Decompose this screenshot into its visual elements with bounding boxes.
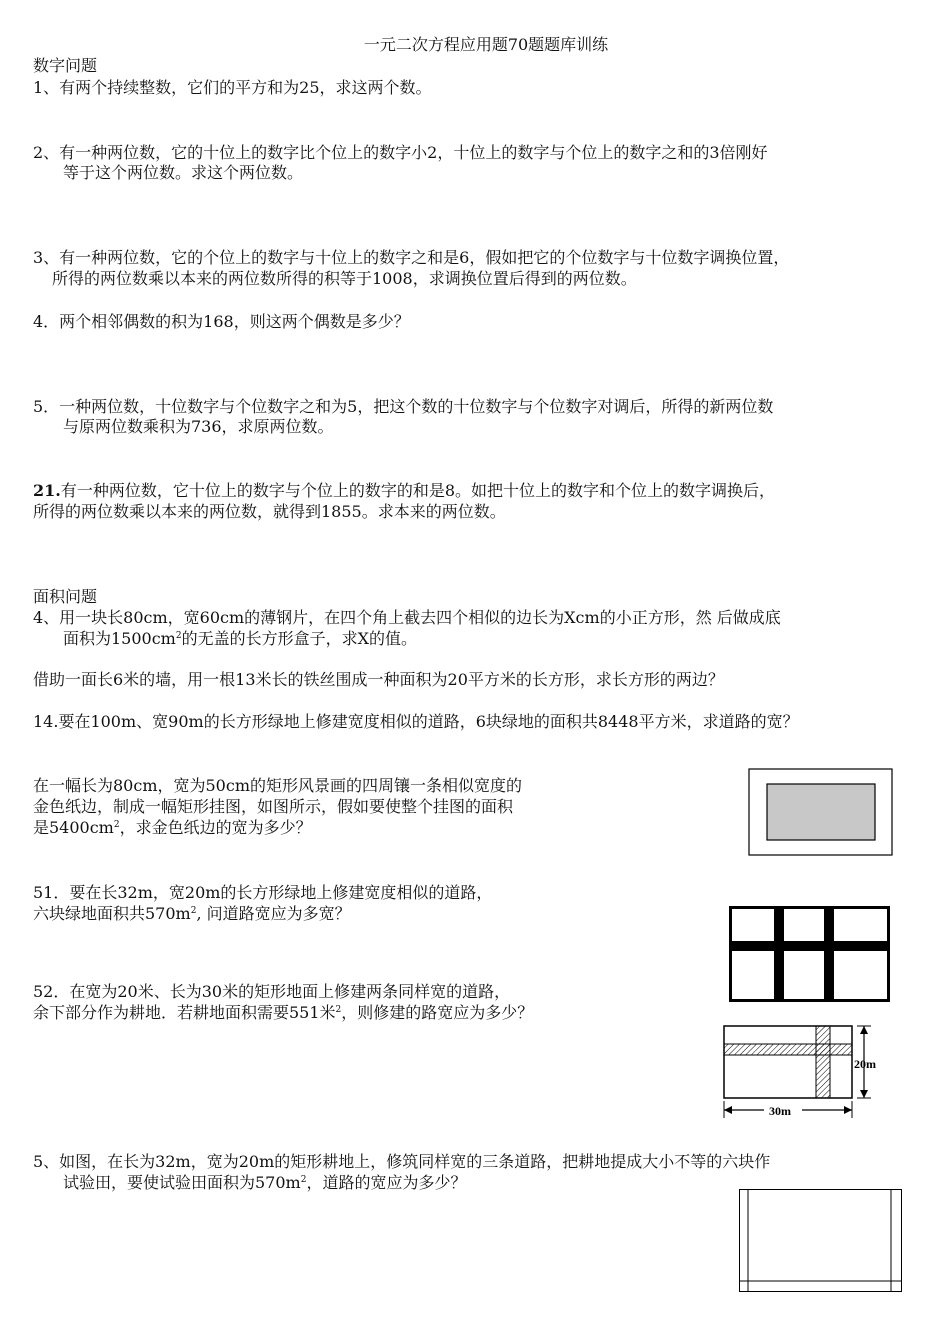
question-5b-text-a: 试验田，要使试验田面积为570m [63,1173,301,1192]
question-5b-text-b: ，道路的宽应为多少？ [306,1173,467,1192]
width-label: 30m [769,1104,791,1118]
question-area-4-line2 [63,628,417,649]
superscript: 2 [113,820,120,830]
question-1: 1、有两个持续整数，它们的平方和为25，求这两个数。 [33,78,432,97]
question-frame-line3 [33,817,312,838]
question-21-number: 21. [33,481,61,500]
question-5b-line2 [63,1172,466,1193]
field-roads-figure [738,1188,904,1294]
question-area-4-text-a: 面积为1500cm [63,629,176,648]
question-14: 14.要在100m、宽90m的长方形绿地上修建宽度相似的道路，6块绿地的面积共8448平方米，求道路的宽？ [33,712,799,731]
question-area-4-text-b: 的无盖的长方形盒子，求X的值。 [181,629,417,648]
question-3-line2: 所得的两位数乘以本来的两位数所得的积等于1008，求调换位置后得到的两位数。 [52,269,637,288]
hatched-roads-figure [716,1022,888,1122]
superscript: 2 [175,631,182,641]
question-2-line1: 2、有一种两位数，它的十位上的数字比个位上的数字小2，十位上的数字与个位上的数字之和的3倍刚好 [33,143,768,162]
question-51-line2 [33,903,351,924]
question-5-line2: 与原两位数乘积为736，求原两位数。 [63,417,334,436]
question-52-text-a: 余下部分作为耕地．若耕地面积需要551米 [33,1003,336,1022]
height-label: 20m [854,1057,876,1071]
question-area-4-line1: 4、用一块长80cm，宽60cm的薄钢片，在四个角上截去四个相似的边长为Xcm的小正方形，然 后做成底 [33,608,781,627]
painting-area [767,784,875,840]
road-grid-figure [729,906,891,1002]
question-wall: 借助一面长6米的墙，用一根13米长的铁丝围成一种面积为20平方米的长方形，求长方形的两边？ [33,670,724,689]
superscript: 2 [300,1175,307,1185]
question-frame-line1: 在一幅长为80cm，宽为50cm的矩形风景画的四周镶一条相似宽度的 [33,776,522,795]
question-21-text: 有一种两位数，它十位上的数字与个位上的数字的和是8。如把十位上的数字和个位上的数字调换后， [60,481,776,500]
question-21-line1 [33,480,775,501]
superscript: 2 [190,906,197,916]
section-heading-digits: 数字问题 [33,56,98,75]
superscript: 2 [335,1005,342,1015]
question-51-text-a: 六块绿地面积共570m [33,904,191,923]
question-3-line1: 3、有一种两位数，它的个位上的数字与十位上的数字之和是6，假如把它的个位数字与十位数字调换位置， [33,248,790,267]
question-frame-text-b: ，求金色纸边的宽为多少？ [119,818,312,837]
question-frame-text-a: 是5400cm [33,818,114,837]
question-5-line1: 5．一种两位数，十位数字与个位数字之和为5，把这个数的十位数字与个位数字对调后，所得的新两位数 [33,397,774,416]
page-title: 一元二次方程应用题70题题库训练 [363,35,609,54]
question-frame-line2: 金色纸边，制成一幅矩形挂图，如图所示，假如要使整个挂图的面积 [33,797,514,816]
question-51-text-b: , 问道路宽应为多宽？ [196,904,351,923]
question-52-text-b: ，则修建的路宽应为多少？ [341,1003,534,1022]
question-51-line1: 51．要在长32m，宽20m的长方形绿地上修建宽度相似的道路， [33,883,493,902]
question-52-line1: 52．在宽为20米、长为30米的矩形地面上修建两条同样宽的道路， [33,982,511,1001]
question-5b-line1: 5、如图，在长为32m，宽为20m的矩形耕地上，修筑同样宽的三条道路，把耕地提成大小不等的六块作 [33,1152,771,1171]
section-heading-area: 面积问题 [33,587,98,606]
question-21-line2: 所得的两位数乘以本来的两位数，就得到1855。求本来的两位数。 [33,502,506,521]
question-4: 4．两个相邻偶数的积为168，则这两个偶数是多少？ [33,312,410,331]
question-2-line2: 等于这个两位数。求这个两位数。 [63,163,304,182]
frame-picture-figure [748,768,894,858]
question-52-line2 [33,1002,533,1023]
